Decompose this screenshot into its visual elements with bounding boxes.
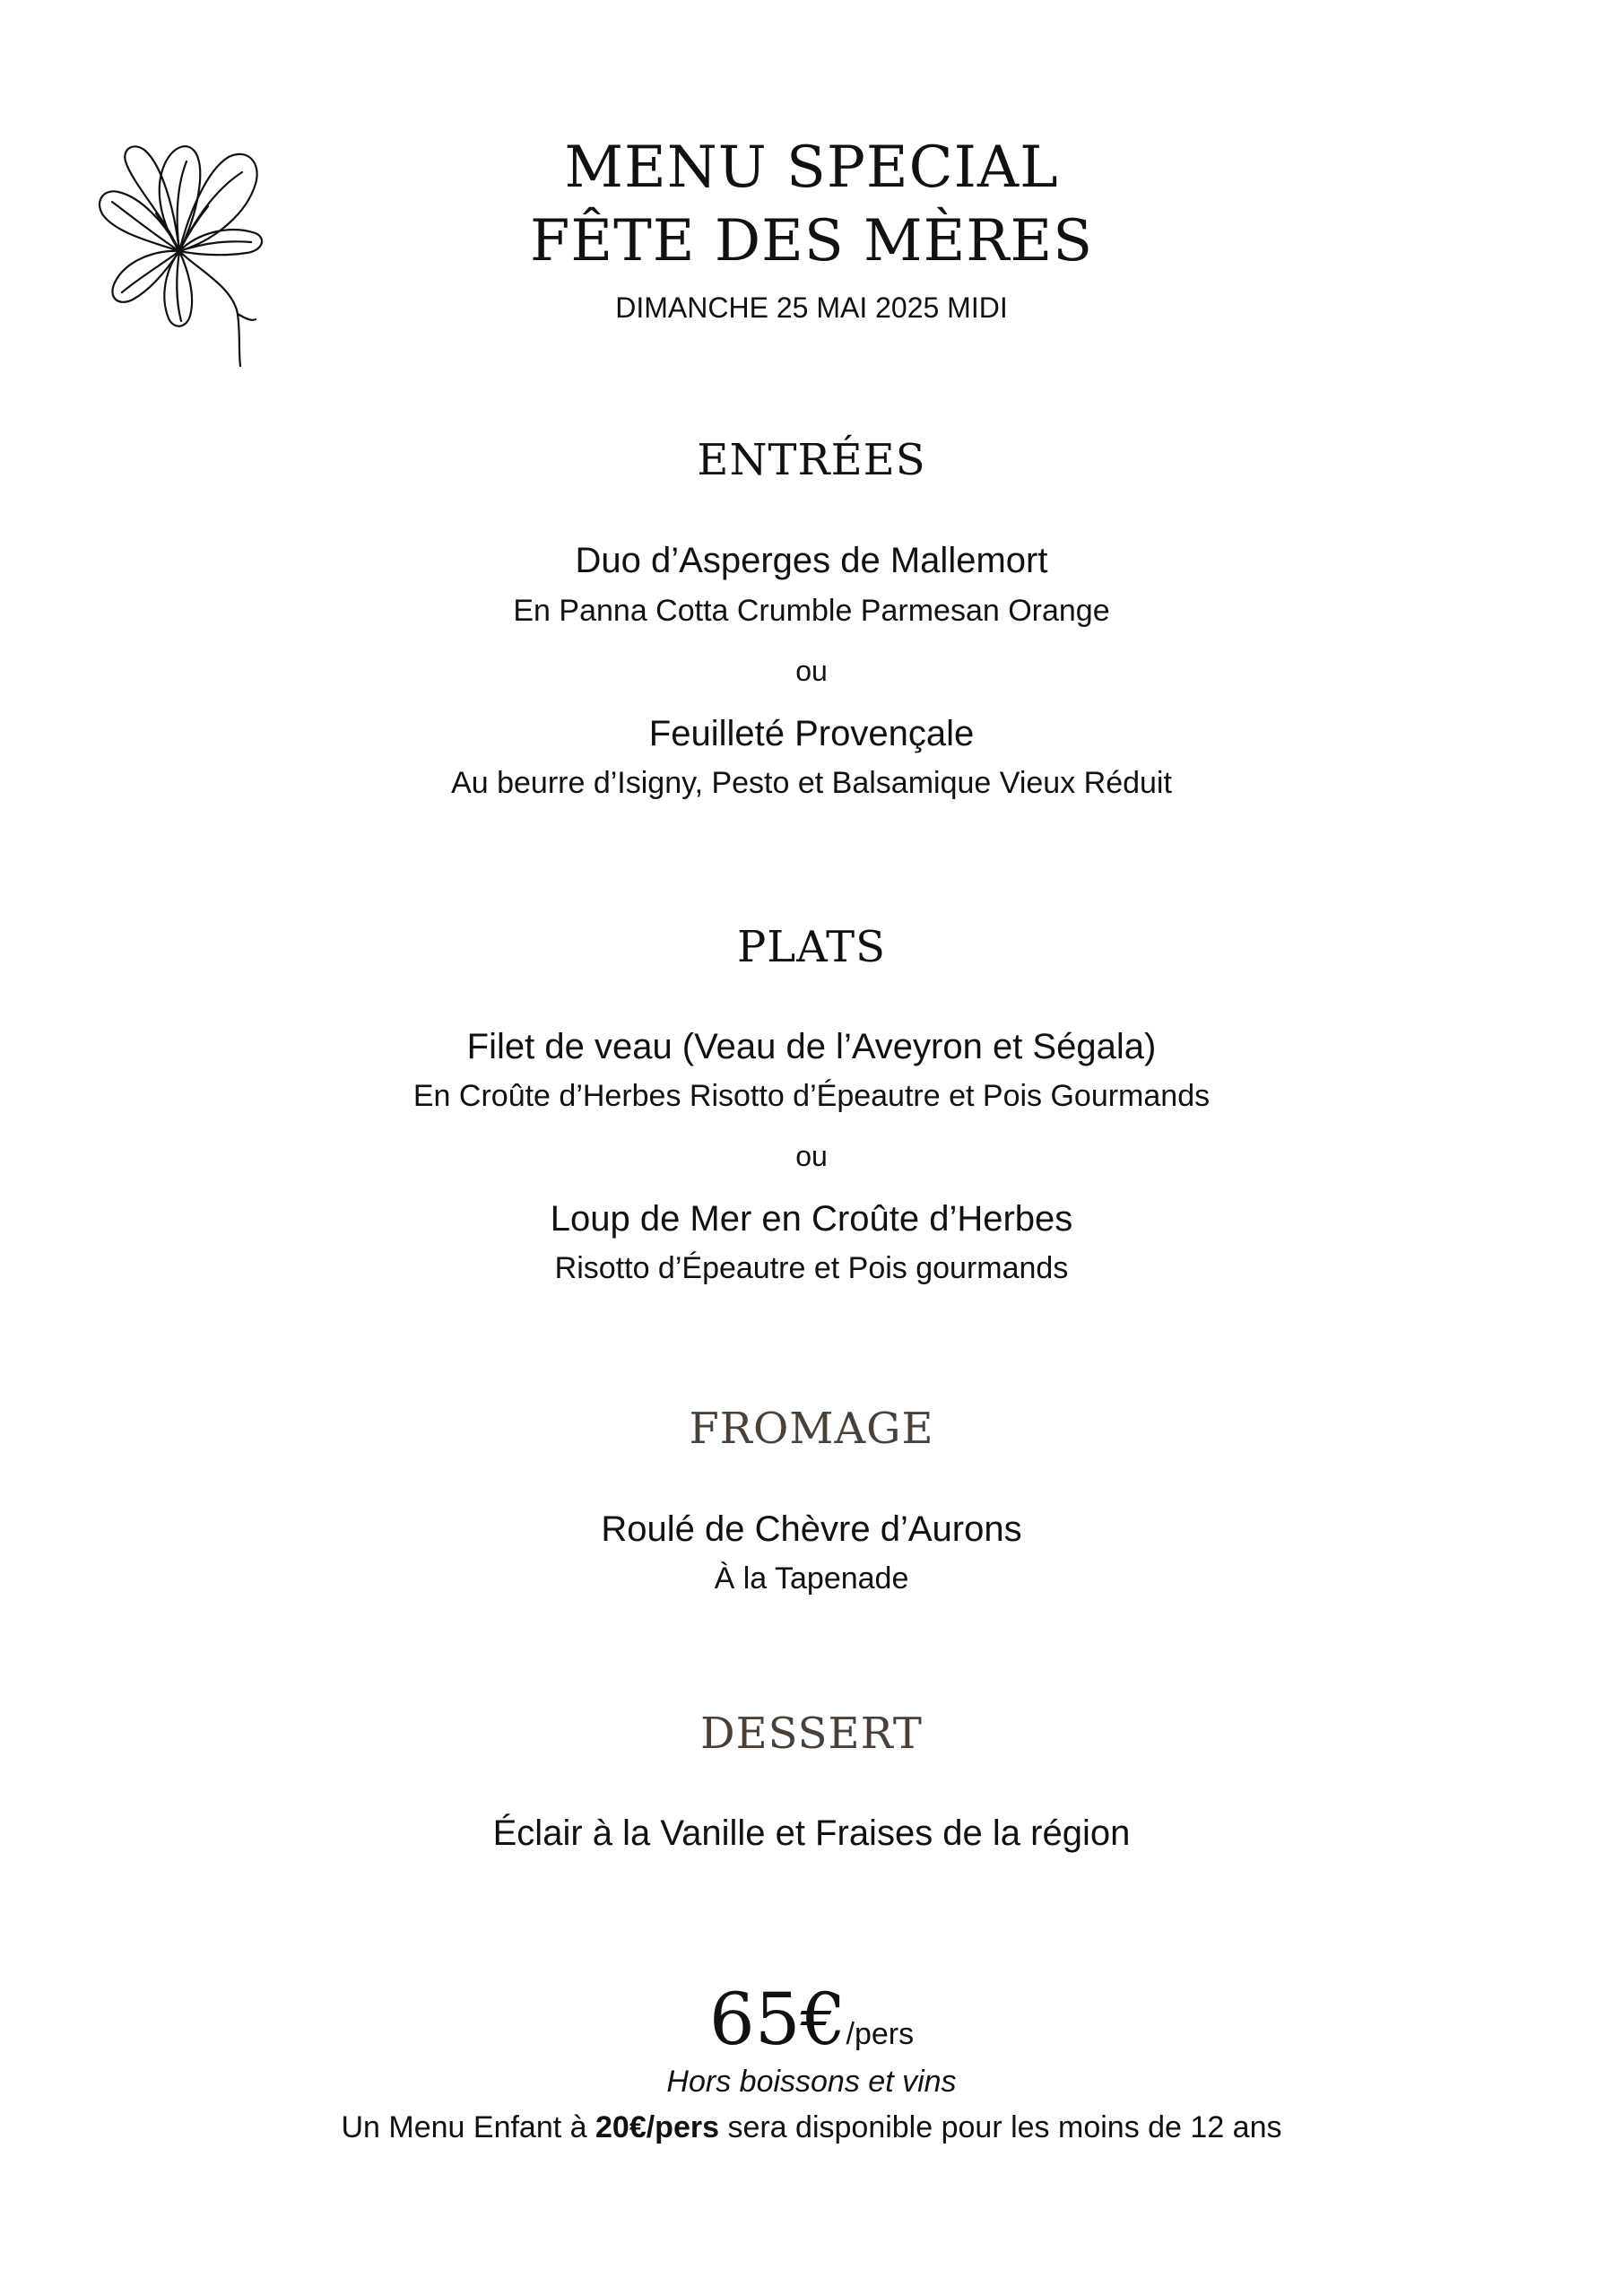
- menu-date: DIMANCHE 25 MAI 2025 MIDI: [615, 291, 1008, 324]
- fromage-dish-desc: À la Tapenade: [714, 1561, 909, 1596]
- menu-price: 65€: [708, 1978, 846, 2061]
- price-unit: /pers: [846, 2017, 915, 2051]
- fromage-dish-name: Roulé de Chèvre d’Aurons: [601, 1509, 1022, 1549]
- section-heading-fromage: FROMAGE: [689, 1404, 934, 1454]
- drinks-note: Hors boissons et vins: [666, 2065, 957, 2099]
- plat-or-separator: ou: [795, 1140, 828, 1172]
- section-heading-plats: PLATS: [736, 922, 887, 972]
- menu-title-line2: FÊTE DES MÈRES: [529, 208, 1094, 274]
- plat-dish1-name: Filet de veau (Veau de l’Aveyron et Ségala): [466, 1027, 1157, 1066]
- dessert-dish-name: Éclair à la Vanille et Fraises de la région: [492, 1813, 1131, 1853]
- plat-dish2-desc: Risotto d’Épeautre et Pois gourmands: [554, 1251, 1069, 1285]
- entree-dish2-desc: Au beurre d’Isigny, Pesto et Balsamique Vieux Réduit: [451, 766, 1172, 800]
- entree-dish2-name: Feuilleté Provençale: [648, 714, 975, 753]
- plat-dish2-name: Loup de Mer en Croûte d’Herbes: [550, 1199, 1073, 1239]
- section-heading-entrees: ENTRÉES: [697, 435, 926, 485]
- kids-menu-prefix: Un Menu Enfant à: [341, 2110, 595, 2144]
- section-heading-dessert: DESSERT: [700, 1709, 923, 1759]
- kids-menu-note: [0, 2110, 1623, 2145]
- entree-dish1-name: Duo d’Asperges de Mallemort: [575, 541, 1048, 580]
- menu-title-line1: MENU SPECIAL: [564, 135, 1059, 201]
- entree-dish1-desc: En Panna Cotta Crumble Parmesan Orange: [513, 594, 1110, 628]
- plat-dish1-desc: En Croûte d’Herbes Risotto d’Épeautre et Pois Gourmands: [412, 1079, 1211, 1113]
- price-line: [0, 1978, 1623, 2061]
- kids-menu-price: 20€/pers: [595, 2110, 719, 2144]
- kids-menu-suffix: sera disponible pour les moins de 12 ans: [719, 2110, 1282, 2144]
- entree-or-separator: ou: [795, 655, 828, 687]
